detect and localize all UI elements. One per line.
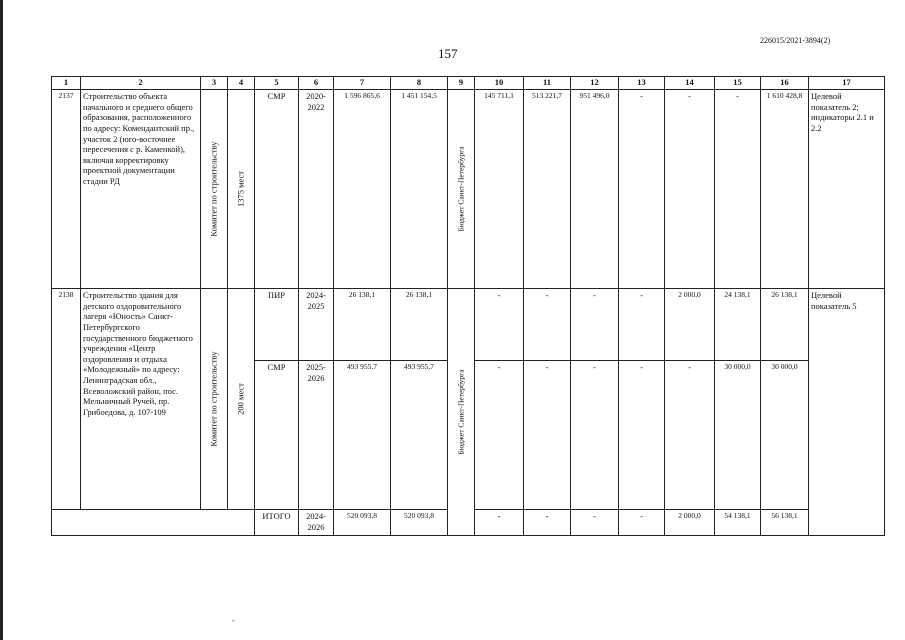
value-cell: -: [475, 361, 524, 510]
remaining-cost: 1 451 154,5: [391, 90, 448, 289]
period: 2020-2022: [299, 90, 334, 289]
col-header: 8: [391, 77, 448, 90]
row-number: 2138: [52, 289, 81, 510]
remaining-cost: 26 138,1: [391, 289, 448, 361]
row-number: 2137: [52, 90, 81, 289]
value-cell: -: [715, 90, 761, 289]
value-cell: 1 610 428,8: [761, 90, 809, 289]
total-row-spacer: [52, 510, 255, 536]
col-header: 12: [571, 77, 619, 90]
col-header: 1: [52, 77, 81, 90]
value-cell: -: [619, 510, 665, 536]
col-header: 11: [524, 77, 571, 90]
period: 2024-2026: [299, 510, 334, 536]
value-cell: -: [571, 361, 619, 510]
target-indicator: Целевой показатель 5: [809, 289, 885, 536]
col-header: 2: [81, 77, 201, 90]
value-cell: 2 000,0: [665, 289, 715, 361]
col-header: 15: [715, 77, 761, 90]
remaining-cost: 493 955,7: [391, 361, 448, 510]
value-cell: 145 711,1: [475, 90, 524, 289]
value-cell: -: [619, 289, 665, 361]
document-number: 226015/2021-3894(2): [760, 36, 831, 45]
value-cell: -: [571, 510, 619, 536]
work-type: СМР: [255, 361, 299, 510]
capacity: 1375 мест: [228, 90, 255, 289]
object-name: Строительство здания для детского оздоровительного лагеря «Юность» Санкт-Петербургского государственного бюджетного учреждения «Центр оздоровления и отдыха «Молодежный» по адресу: Ленинградская обл., Всеволожский район, пос. Мельничный Ручей, пр. Грибоедова, д. 107-109: [81, 289, 201, 510]
period: 2025-2026: [299, 361, 334, 510]
table-row: [52, 90, 885, 289]
table-row: [52, 289, 885, 361]
period: 2024-2025: [299, 289, 334, 361]
value-cell: -: [475, 289, 524, 361]
responsible-committee: Комитет по строительству: [201, 289, 228, 510]
header-row: [52, 77, 885, 90]
col-header: 14: [665, 77, 715, 90]
value-cell: -: [524, 289, 571, 361]
value-cell: 24 138,1: [715, 289, 761, 361]
value-cell: -: [619, 90, 665, 289]
value-cell: 26 138,1: [761, 289, 809, 361]
value-cell: 513 221,7: [524, 90, 571, 289]
total-cost: 520 093,8: [334, 510, 391, 536]
col-header: 6: [299, 77, 334, 90]
target-indicator: Целевой показатель 2; индикаторы 2.1 и 2.2: [809, 90, 885, 289]
col-header: 17: [809, 77, 885, 90]
value-cell: 30 000,0: [761, 361, 809, 510]
value-cell: -: [619, 361, 665, 510]
col-header: 16: [761, 77, 809, 90]
work-type: СМР: [255, 90, 299, 289]
value-cell: -: [524, 361, 571, 510]
value-cell: 54 138,1: [715, 510, 761, 536]
value-cell: -: [524, 510, 571, 536]
total-label: ИТОГО: [255, 510, 299, 536]
remaining-cost: 520 093,8: [391, 510, 448, 536]
col-header: 4: [228, 77, 255, 90]
col-header: 10: [475, 77, 524, 90]
capacity: 200 мест: [228, 289, 255, 510]
value-cell: 2 000,0: [665, 510, 715, 536]
col-header: 9: [448, 77, 475, 90]
budget-table: [51, 76, 885, 536]
total-cost: 493 955,7: [334, 361, 391, 510]
value-cell: 56 138,1: [761, 510, 809, 536]
footer-mark: -: [232, 615, 235, 625]
total-cost: 1 596 865,6: [334, 90, 391, 289]
col-header: 13: [619, 77, 665, 90]
value-cell: -: [571, 289, 619, 361]
value-cell: 30 000,0: [715, 361, 761, 510]
col-header: 7: [334, 77, 391, 90]
total-cost: 26 138,1: [334, 289, 391, 361]
col-header: 3: [201, 77, 228, 90]
responsible-committee: Комитет по строительству: [201, 90, 228, 289]
col-header: 5: [255, 77, 299, 90]
value-cell: -: [665, 90, 715, 289]
value-cell: -: [665, 361, 715, 510]
object-name: Строительство объекта начального и среднего общего образования, расположенного по адресу: Комендантский пр., участок 2 (юго-восточнее пересечения с р. Каменкой), включая корректировку проектной документации стадии РД: [81, 90, 201, 289]
page-number: 157: [438, 46, 458, 61]
value-cell: 951 496,0: [571, 90, 619, 289]
work-type: ПИР: [255, 289, 299, 361]
funding-source: Бюджет Санкт-Петербурга: [448, 90, 475, 289]
funding-source: Бюджет Санкт-Петербурга: [448, 289, 475, 536]
scan-edge: [0, 0, 3, 640]
value-cell: -: [475, 510, 524, 536]
